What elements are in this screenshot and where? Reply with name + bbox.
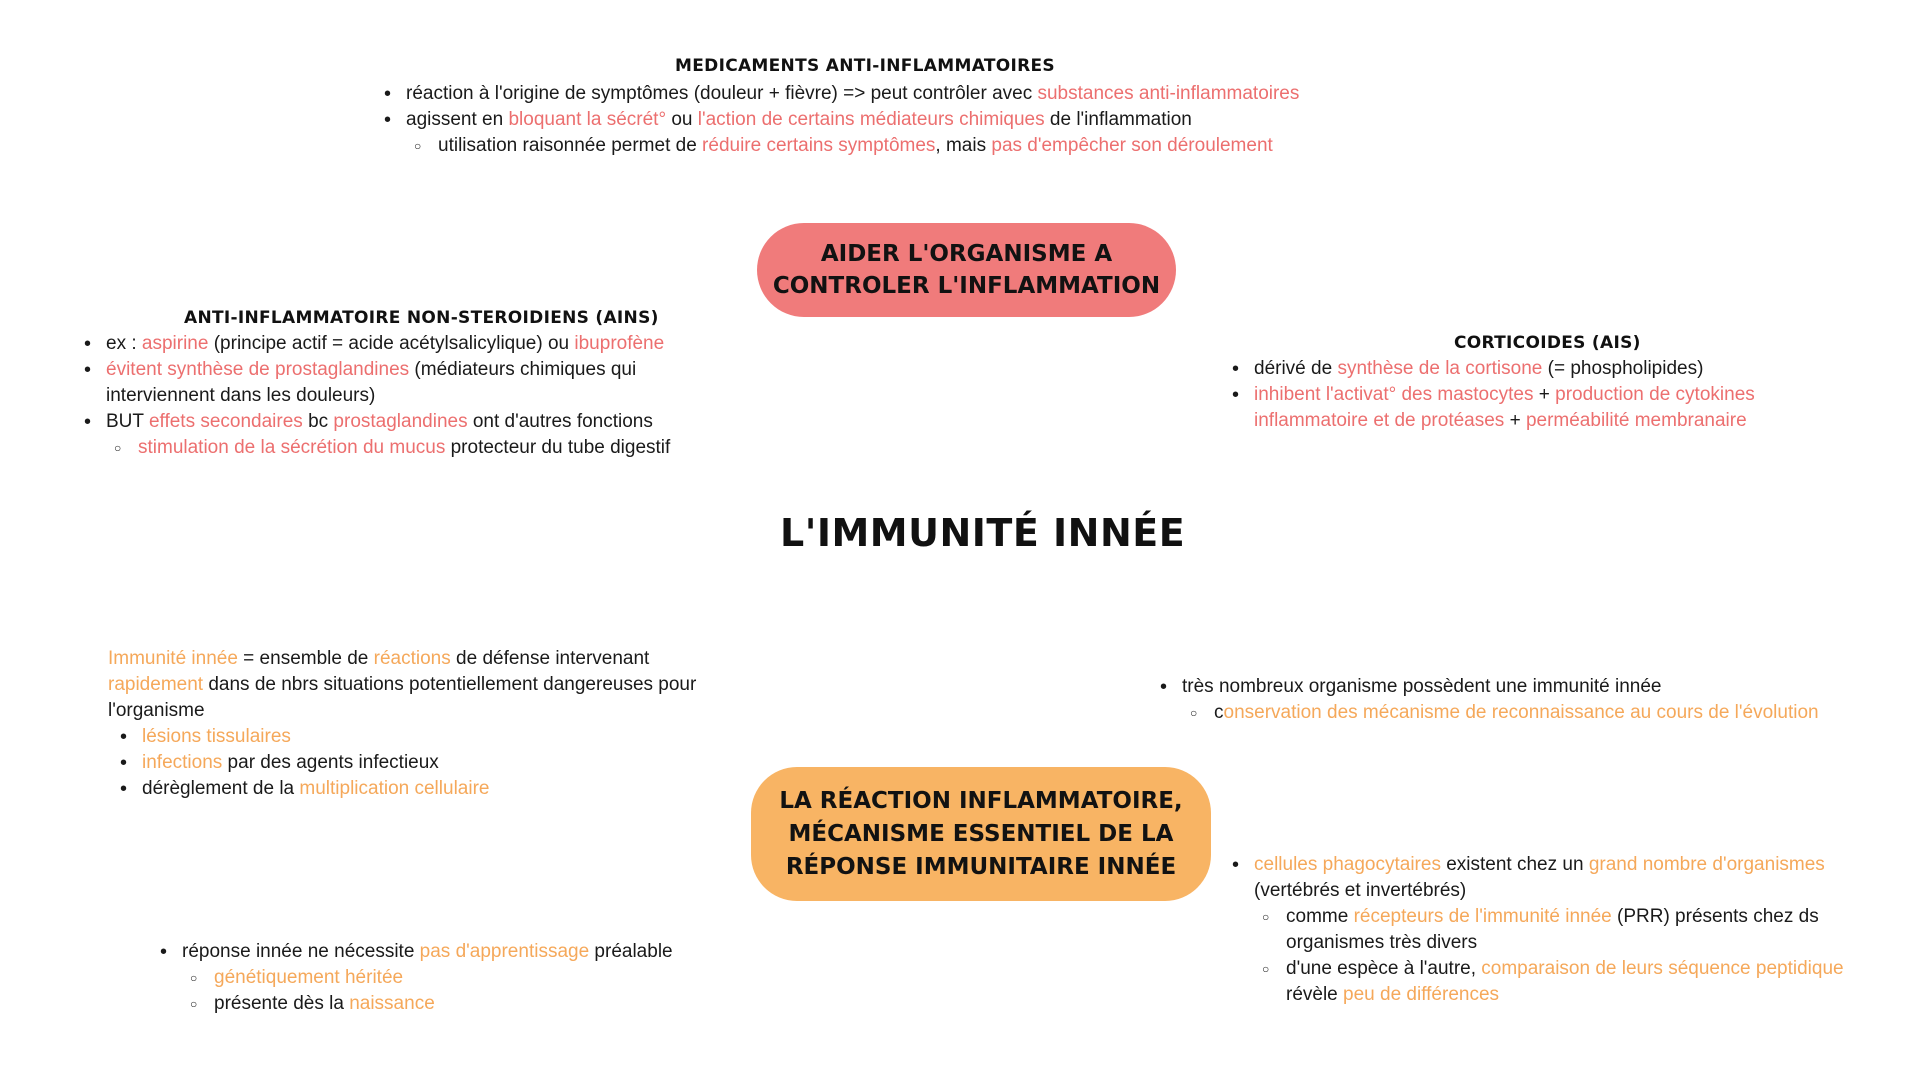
ains-section [80, 305, 730, 461]
list-item: • agissent en bloquant la sécrét° ou l'action de certains médiateurs chimiques de l'inflammation [380, 107, 1430, 133]
aider-line1: AIDER L'ORGANISME A [820, 241, 1113, 267]
list-item: • ex : aspirine (principe actif = acide acétylsalicylique) ou ibuprofène [80, 331, 730, 357]
ains-title: ANTI-INFLAMMATOIRE NON-STEROIDIENS (AINS) [184, 308, 659, 328]
list-item: • infections par des agents infectieux [116, 750, 718, 776]
page-title: L'IMMUNITÉ INNÉE [780, 511, 1186, 555]
reaction-inflammatoire-pill [751, 767, 1211, 901]
meds-list [380, 81, 1430, 159]
aider-line2: CONTROLER L'INFLAMMATION [772, 273, 1161, 299]
list-item: • réaction à l'origine de symptômes (douleur + fièvre) => peut contrôler avec substances anti-inflammatoires [380, 81, 1430, 107]
aider-organisme-pill [757, 223, 1176, 317]
list-item: ○ utilisation raisonnée permet de réduire certains symptômes, mais pas d'empêcher son déroulement [380, 133, 1430, 159]
meds-section [380, 53, 1430, 159]
list-item: ○ stimulation de la sécrétion du mucus protecteur du tube digestif [80, 435, 730, 461]
reaction-line2: MÉCANISME ESSENTIEL DE LA [788, 820, 1174, 847]
list-item: • très nombreux organisme possèdent une immunité innée [1156, 674, 1896, 700]
definition-list [116, 724, 718, 802]
list-item: • cellules phagocytaires existent chez un grand nombre d'organismes (vertébrés et invertébrés) [1228, 852, 1878, 904]
organisms-list [1156, 674, 1896, 726]
list-item: • évitent synthèse de prostaglandines (médiateurs chimiques qui interviennent dans les douleurs) [80, 357, 686, 409]
response-section [156, 939, 776, 1017]
definition-text: Immunité innée = ensemble de réactions de défense intervenant rapidement dans de nbrs situations potentiellement dangereuses pour l'organisme [108, 648, 697, 721]
ains-list [80, 331, 730, 461]
ais-section [1228, 330, 1828, 434]
organisms-section [1156, 674, 1896, 726]
response-list [156, 939, 776, 1017]
phagocyte-list [1228, 852, 1878, 1008]
list-item: • dérivé de synthèse de la cortisone (= phospholipides) [1228, 356, 1828, 382]
phagocyte-section [1228, 852, 1878, 1008]
list-item: • réponse innée ne nécessite pas d'apprentissage préalable [156, 939, 776, 965]
list-item: • BUT effets secondaires bc prostaglandines ont d'autres fonctions [80, 409, 730, 435]
list-item: ○ conservation des mécanisme de reconnaissance au cours de l'évolution [1156, 700, 1896, 726]
ais-list [1228, 356, 1828, 434]
ais-title: CORTICOIDES (AIS) [1454, 333, 1641, 353]
list-item: • dérèglement de la multiplication cellulaire [116, 776, 718, 802]
list-item: • inhibent l'activat° des mastocytes + production de cytokines inflammatoire et de protéases + perméabilité membranaire [1228, 382, 1824, 434]
list-item: ○ génétiquement héritée [156, 965, 776, 991]
list-item: ○ d'une espèce à l'autre, comparaison de leurs séquence peptidique révèle peu de différences [1228, 956, 1856, 1008]
meds-title: MEDICAMENTS ANTI-INFLAMMATOIRES [675, 56, 1055, 76]
list-item: ○ comme récepteurs de l'immunité innée (PRR) présents chez ds organismes très divers [1228, 904, 1856, 956]
list-item: ○ présente dès la naissance [156, 991, 776, 1017]
list-item: • lésions tissulaires [116, 724, 718, 750]
reaction-line3: RÉPONSE IMMUNITAIRE INNÉE [785, 853, 1177, 880]
definition-section [108, 646, 718, 802]
reaction-line1: LA RÉACTION INFLAMMATOIRE, [779, 787, 1183, 814]
